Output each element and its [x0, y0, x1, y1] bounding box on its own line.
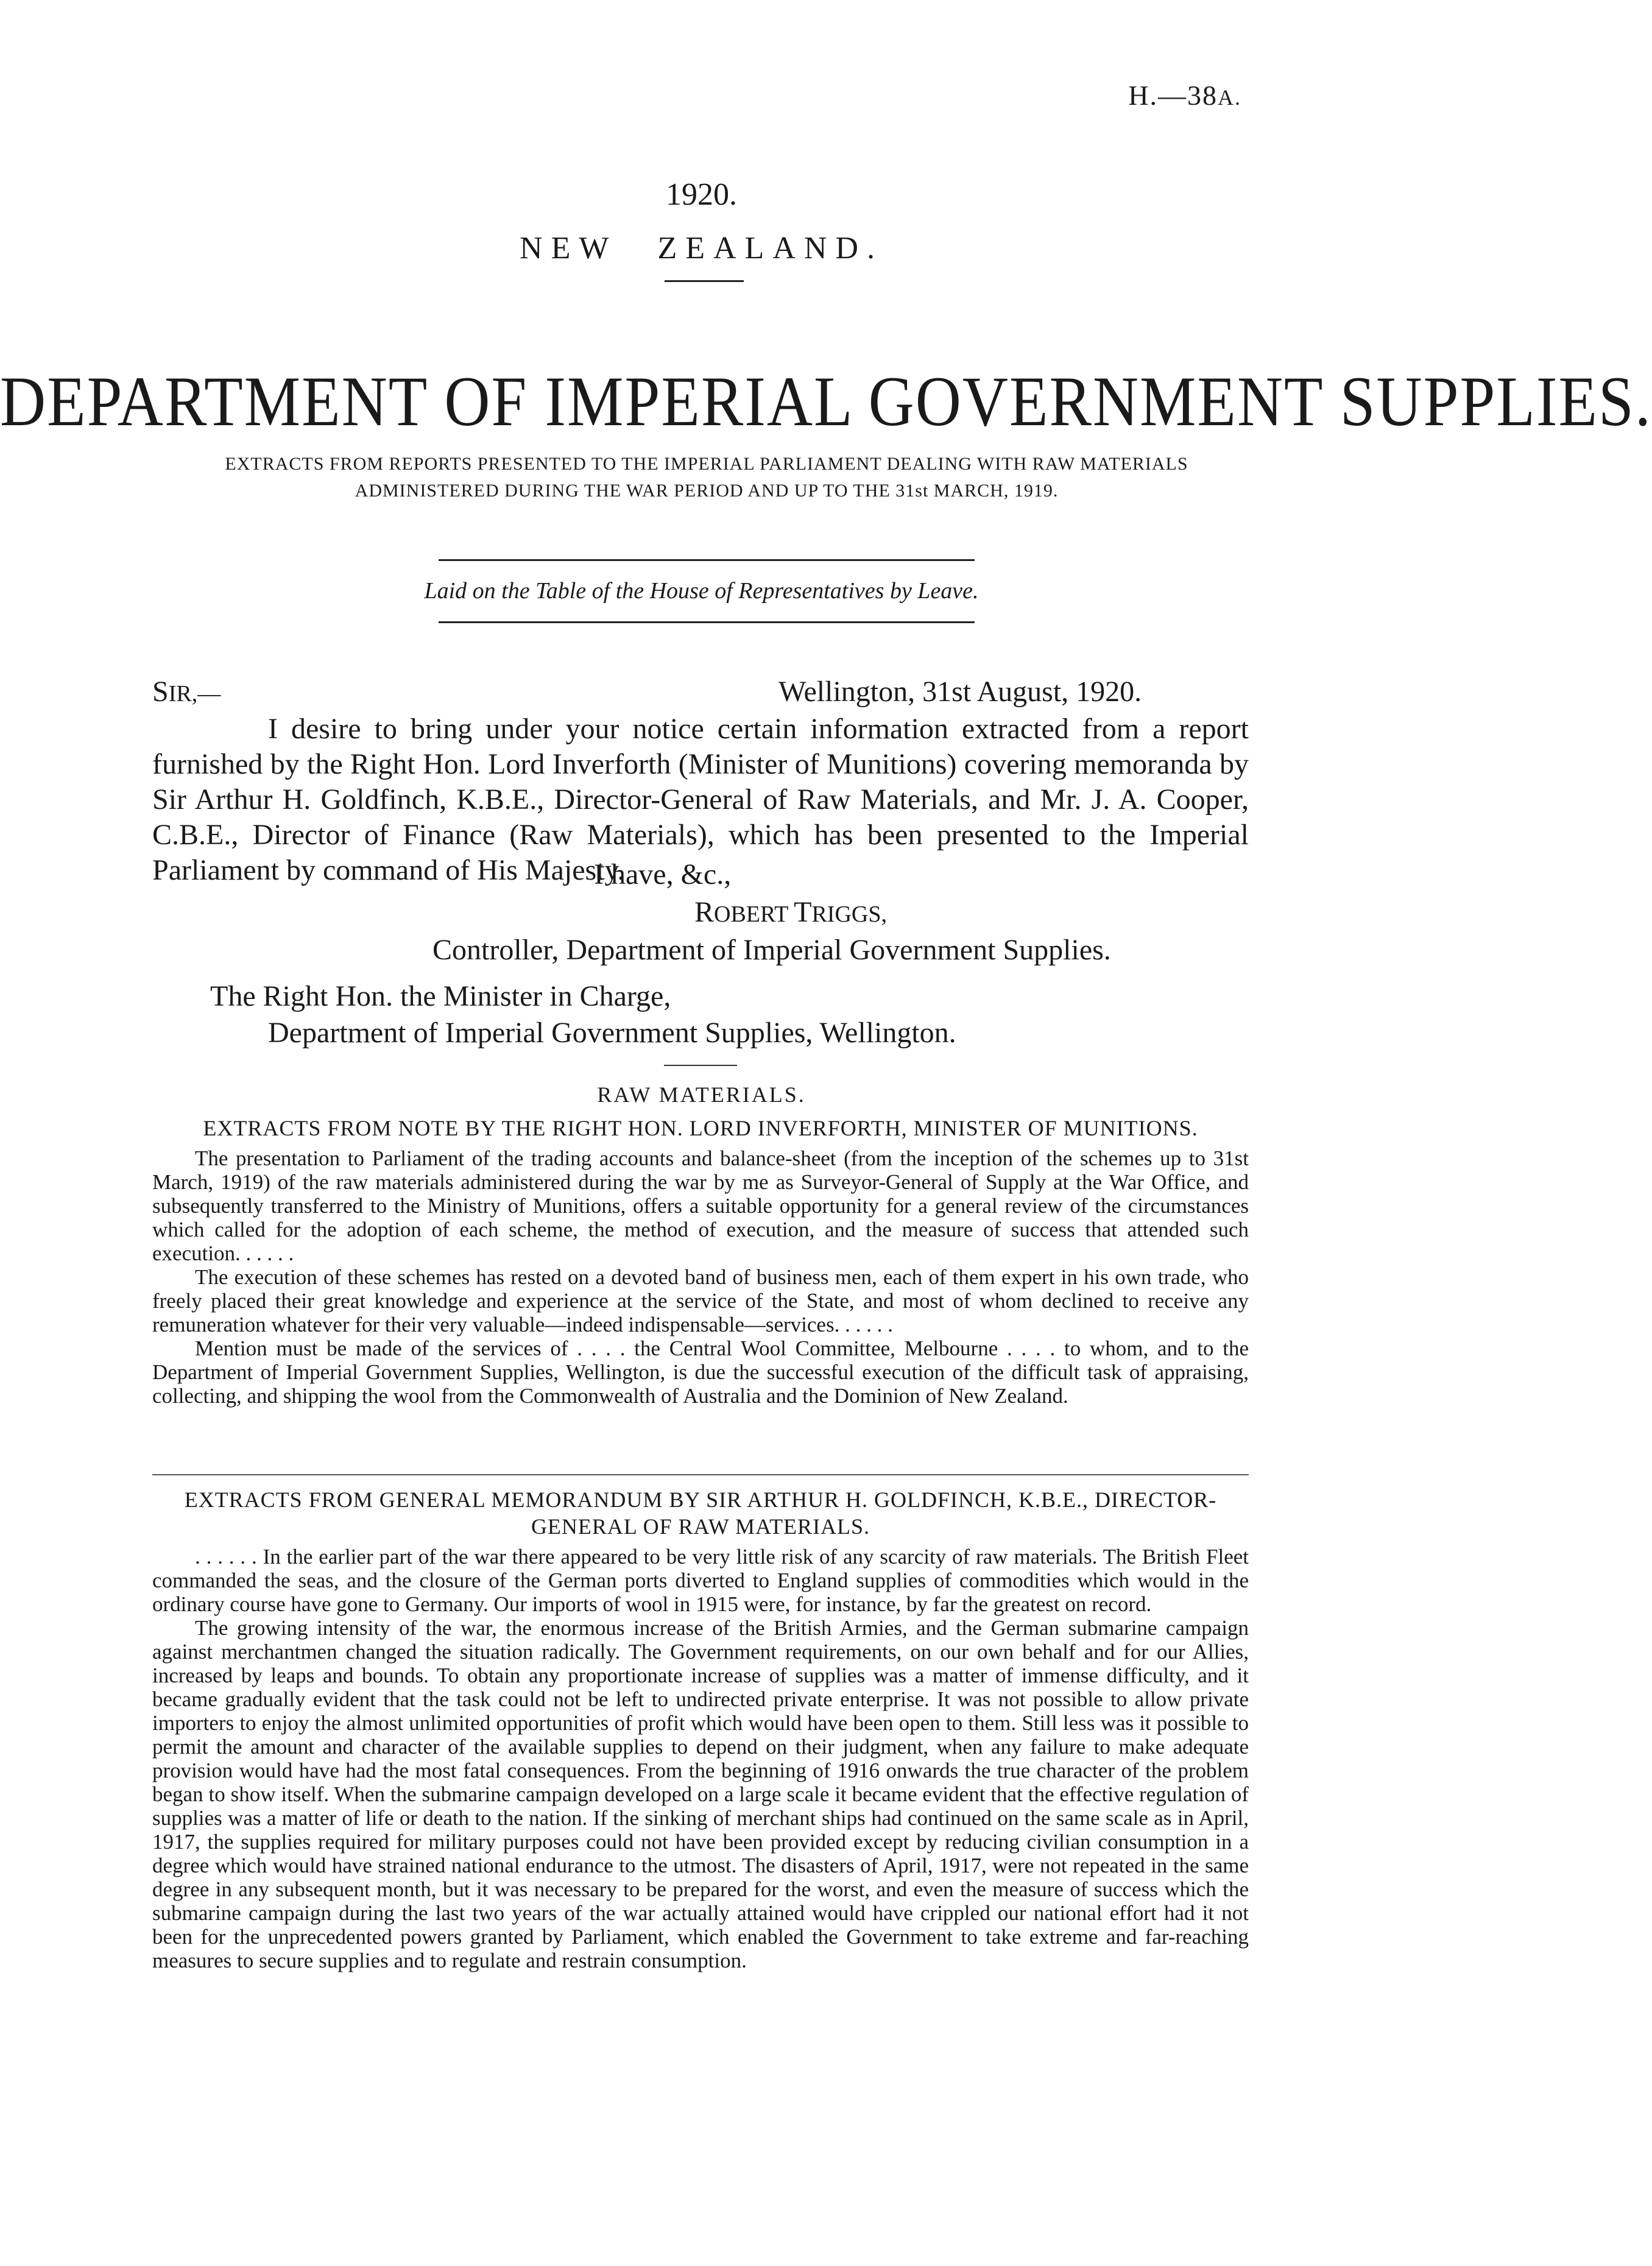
letter-signer-title: Controller, Department of Imperial Government Supplies. [432, 934, 1111, 966]
extract1-paragraph: The presentation to Parliament of the trading accounts and balance-sheet (from the inception of the schemes up to 31st March, 1919) of the raw materials administered during the war by me as Surveyor-General of Supply at the War Office, and subsequently transferred to the Ministry of Munitions, offers a suitable opportunity for a general review of the circumstances which called for the adoption of each scheme, the method of execution, and the measure of success that attended such execution. . . . . . [152, 1146, 1249, 1265]
letter-divider [664, 1065, 737, 1066]
document-subtitle: EXTRACTS FROM REPORTS PRESENTED TO THE IMPERIAL PARLIAMENT DEALING WITH RAW MATERIALS ADMINISTERED DURING THE WAR PERIOD AND UP TO THE 31st MARCH, 1919. [225, 454, 1188, 501]
country-heading: NEW ZEALAND. [520, 231, 883, 266]
document-reference [1128, 79, 1241, 111]
letter-closing: I have, &c., [594, 858, 732, 891]
letter-signer: ROBERT TRIGGS, [694, 896, 887, 928]
section-title: RAW MATERIALS. [597, 1082, 806, 1107]
letter-dateline: Wellington, 31st August, 1920. [778, 676, 1142, 708]
extract2-paragraph: The growing intensity of the war, the enormous increase of the British Armies, and the German submarine campaign against merchantmen changed the situation radically. The Government requirements, on our own behalf and for our Allies, increased by leaps and bounds. To obtain any proportionate increase of supplies was a matter of immense difficulty, and it became gradually evident that the task could not be left to undirected private enterprise. It was not possible to allow private importers to enjoy the almost unlimited opportunities of profit which would have been open to them. Still less was it possible to permit the amount and character of the available supplies to depend on their judgment, when any failure to make adequate provision would have had the most fatal consequences. From the beginning of 1916 onwards the true character of the problem began to show itself. When the submarine campaign developed on a large scale it became evident that the effective regulation of supplies was a matter of life or death to the nation. If the sinking of merchant ships had continued on the same scale as in April, 1917, the supplies required for military purposes could not have been provided except by reducing civilian consumption in a degree which would have strained national endurance to the utmost. The disasters of April, 1917, were not repeated in the same degree in any subsequent month, but it was necessary to be prepared for the worst, and even the measure of success which the submarine campaign during the last two years of the war actually attained would have crippled our national effort had it not been for the unprecedented powers granted by Parliament, which enabled the Government to take extreme and far-reaching measures to secure supplies and to regulate and restrain consumption. [152, 1616, 1249, 1972]
letter-salutation: SIR,— [152, 676, 221, 708]
extract1-body [152, 1146, 1249, 1408]
extract2-heading: EXTRACTS FROM GENERAL MEMORANDUM BY SIR ARTHUR H. GOLDFINCH, K.B.E., DIRECTOR-GENERAL OF RAW MATERIALS. [184, 1488, 1217, 1539]
title-divider-bottom [439, 621, 975, 623]
extract2-paragraph: . . . . . . In the earlier part of the war there appeared to be very little risk of any scarcity of raw materials. The British Fleet commanded the seas, and the closure of the German ports diverted to England supplies of commodities which would in the ordinary course have gone to Germany. Our imports of wool in 1915 were, for instance, by far the greatest on record. [152, 1545, 1249, 1616]
title-divider-top [439, 559, 975, 561]
letter-addressee-line1: The Right Hon. the Minister in Charge, [210, 980, 671, 1012]
letter-addressee-line2: Department of Imperial Government Supplies, Wellington. [268, 1017, 956, 1049]
extract1-heading: EXTRACTS FROM NOTE BY THE RIGHT HON. LORD INVERFORTH, MINISTER OF MUNITIONS. [203, 1116, 1198, 1140]
header-divider [665, 280, 744, 282]
laid-on-table-note: Laid on the Table of the House of Representatives by Leave. [424, 578, 979, 604]
extract1-paragraph: Mention must be made of the services of . . . . the Central Wool Committee, Melbourne . . . . to whom, and to the Department of Imperial Government Supplies, Wellington, is due the successful execution of the difficult task of appraising, collecting, and shipping the wool from the Commonwealth of Australia and the Dominion of New Zealand. [152, 1336, 1249, 1408]
reference-number: H.—38 [1128, 80, 1218, 111]
extract2-body [152, 1545, 1249, 1972]
extract1-paragraph: The execution of these schemes has rested on a devoted band of business men, each of them expert in his own trade, who freely placed their great knowledge and experience at the service of the State, and most of whom declined to receive any remuneration whatever for their very valuable—indeed indispensable—services. . . . . . [152, 1265, 1249, 1336]
section-divider [152, 1474, 1249, 1475]
reference-suffix: A. [1218, 85, 1241, 110]
document-title: DEPARTMENT OF IMPERIAL GOVERNMENT SUPPLIES. [0, 362, 1652, 441]
year-heading: 1920. [666, 177, 737, 212]
letter-body: I desire to bring under your notice certain information extracted from a report furnished by the Right Hon. Lord Inverforth (Minister of Munitions) covering memoranda by Sir Arthur H. Goldfinch, K.B.E., Director-General of Raw Materials, and Mr. J. A. Cooper, C.B.E., Director of Finance (Raw Materials), which has been presented to the Imperial Parliament by command of His Majesty. [152, 713, 1249, 886]
